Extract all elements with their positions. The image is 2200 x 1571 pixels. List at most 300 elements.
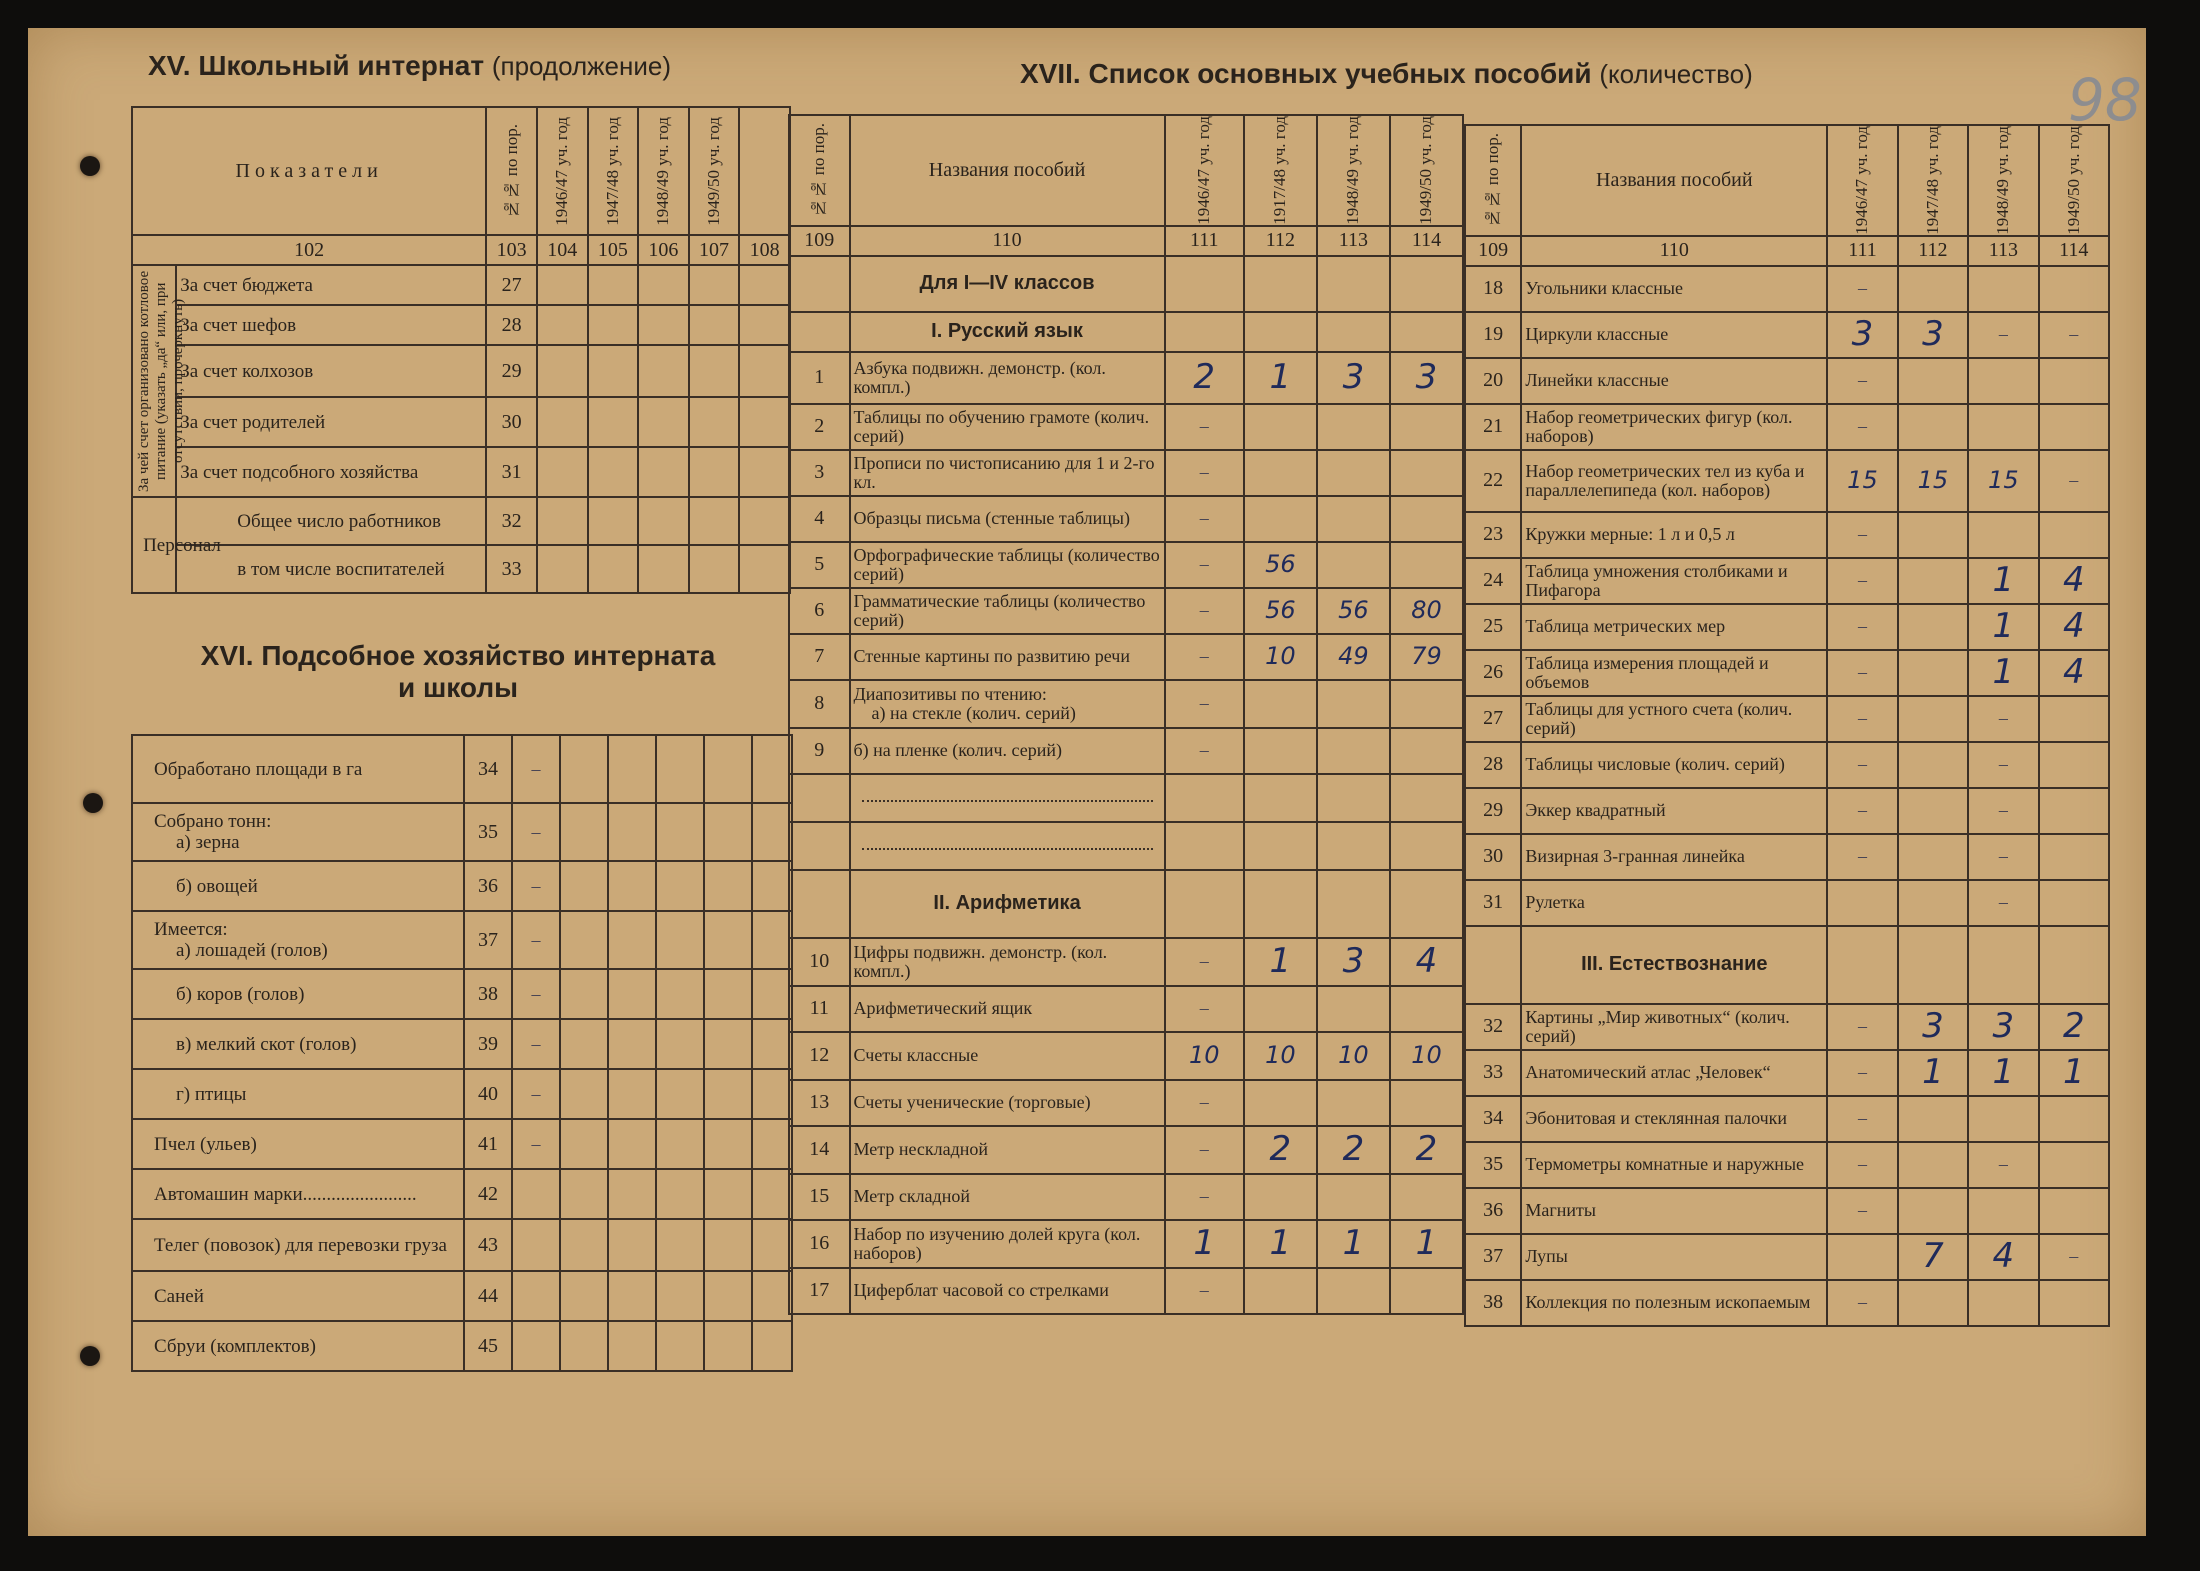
value-cell [1244, 496, 1317, 542]
header-indicators: Показатели [132, 107, 486, 235]
table-teaching-aids-right [1464, 124, 2110, 1327]
value-cell [560, 735, 608, 803]
value-cell: 49 [1317, 634, 1390, 680]
subsection-heading: Для I—IV классов [850, 256, 1165, 312]
row-number: 21 [1465, 404, 1521, 450]
value-cell [608, 911, 656, 969]
value-cell: – [1968, 742, 2038, 788]
value-cell: 2 [1390, 1126, 1463, 1174]
aid-name: Метр складной [850, 1174, 1165, 1220]
value-cell: – [1827, 696, 1897, 742]
section-17-title [1020, 58, 1753, 90]
table-row [789, 728, 1463, 774]
aid-name: Орфографические таблицы (количество серий) [850, 542, 1165, 588]
value-cell [752, 1069, 792, 1119]
column-number: 110 [1521, 236, 1827, 266]
value-cell [1968, 512, 2038, 558]
value-cell [560, 1119, 608, 1169]
column-number: 114 [1390, 226, 1463, 256]
blank-number [789, 256, 850, 312]
value-cell [608, 735, 656, 803]
header-row-number: №№ по пор. [486, 107, 537, 235]
value-cell [1898, 696, 1968, 742]
aid-name: Образцы письма (стенные таблицы) [850, 496, 1165, 542]
value-cell [1898, 650, 1968, 696]
table-row [1465, 1142, 2109, 1188]
column-number: 109 [1465, 236, 1521, 266]
header-year: 1946/47 уч. год [1827, 125, 1897, 236]
column-number: 111 [1827, 236, 1897, 266]
column-number: 114 [2039, 236, 2109, 266]
header-aid-name: Названия пособий [850, 115, 1165, 226]
value-cell [2039, 358, 2109, 404]
value-cell: 1 [1165, 1220, 1244, 1268]
subsection-heading: II. Арифметика [850, 870, 1165, 938]
subsection-heading: III. Естествознание [1521, 926, 1827, 1004]
row-number: 26 [1465, 650, 1521, 696]
table-row [1465, 880, 2109, 926]
value-cell [608, 1169, 656, 1219]
table-row [1465, 450, 2109, 512]
dotted-fill-line [862, 794, 1153, 802]
row-number: 11 [789, 986, 850, 1032]
header-aid-name: Названия пособий [1521, 125, 1827, 236]
value-cell [608, 1019, 656, 1069]
value-cell: – [1968, 1142, 2038, 1188]
table-row [789, 588, 1463, 634]
row-label: Собрано тонн: а) зерна [132, 803, 464, 861]
table-teaching-aids-left [788, 114, 1464, 1315]
value-cell: – [1827, 358, 1897, 404]
value-cell: 15 [1898, 450, 1968, 512]
value-cell [704, 1321, 752, 1371]
value-cell: – [1165, 1126, 1244, 1174]
value-cell [512, 1169, 560, 1219]
value-cell [656, 1219, 704, 1271]
value-cell [1317, 1174, 1390, 1220]
row-number: 34 [1465, 1096, 1521, 1142]
value-cell: 3 [1968, 1004, 2038, 1050]
group-label-meals: За чей счет организовано котловое питание (указать „да“ или, при отсутствии, прочеркнуть) [132, 265, 176, 497]
aid-name: Эбонитовая и стеклянная палочки [1521, 1096, 1827, 1142]
value-cell [752, 735, 792, 803]
header-year: 1949/50 уч. год [1390, 115, 1463, 226]
row-number: 20 [1465, 358, 1521, 404]
value-cell [1390, 680, 1463, 728]
row-label: в) мелкий скот (голов) [132, 1019, 464, 1069]
value-cell: – [1165, 496, 1244, 542]
dotted-fill-line [862, 842, 1153, 850]
value-cell [1968, 358, 2038, 404]
row-number: 30 [486, 397, 537, 447]
value-cell: – [1165, 680, 1244, 728]
value-cell [752, 1321, 792, 1371]
aid-name: Таблица умножения столбиками и Пифагора [1521, 558, 1827, 604]
aid-name: Набор геометрических тел из куба и параллелепипеда (кол. наборов) [1521, 450, 1827, 512]
table-row [1465, 1004, 2109, 1050]
value-cell [1244, 986, 1317, 1032]
column-number: 107 [689, 235, 740, 265]
aid-name: Грамматические таблицы (количество серий) [850, 588, 1165, 634]
row-number: 33 [1465, 1050, 1521, 1096]
value-cell: – [1968, 834, 2038, 880]
row-number: 36 [464, 861, 512, 911]
value-cell: – [1827, 1096, 1897, 1142]
value-cell [1317, 1080, 1390, 1126]
table-row [789, 634, 1463, 680]
value-cell: 4 [2039, 604, 2109, 650]
value-cell [656, 1321, 704, 1371]
value-cell [512, 1271, 560, 1321]
blank-number [789, 312, 850, 352]
table-row [1465, 650, 2109, 696]
value-cell: – [1165, 588, 1244, 634]
value-cell: – [512, 1019, 560, 1069]
aid-name: Картины „Мир животных“ (колич. серий) [1521, 1004, 1827, 1050]
value-cell [560, 1069, 608, 1119]
value-cell: – [1165, 634, 1244, 680]
value-cell [656, 911, 704, 969]
value-cell: 1 [1244, 352, 1317, 404]
row-number: 28 [1465, 742, 1521, 788]
row-number: 23 [1465, 512, 1521, 558]
table-row [789, 1268, 1463, 1314]
row-number: 37 [464, 911, 512, 969]
header-year: 1946/47 уч. год [1165, 115, 1244, 226]
row-number: 29 [1465, 788, 1521, 834]
row-number: 9 [789, 728, 850, 774]
header-year: 1948/49 уч. год [1968, 125, 2038, 236]
column-number: 108 [739, 235, 790, 265]
value-cell: 1 [1244, 938, 1317, 986]
section-17-title-note: (количество) [1599, 59, 1753, 89]
value-cell [752, 1119, 792, 1169]
value-cell [656, 1169, 704, 1219]
value-cell: 10 [1244, 634, 1317, 680]
value-cell [1244, 1268, 1317, 1314]
table-row [132, 1271, 792, 1321]
value-cell [1244, 680, 1317, 728]
value-cell: 1 [2039, 1050, 2109, 1096]
row-number: 40 [464, 1069, 512, 1119]
aid-name: Азбука подвижн. демонстр. (кол. компл.) [850, 352, 1165, 404]
value-cell: 2 [2039, 1004, 2109, 1050]
value-cell [1968, 1096, 2038, 1142]
aid-name: Стенные картины по развитию речи [850, 634, 1165, 680]
row-number: 22 [1465, 450, 1521, 512]
value-cell: – [1827, 512, 1897, 558]
value-cell: – [1165, 450, 1244, 496]
value-cell [1244, 404, 1317, 450]
value-cell [2039, 404, 2109, 450]
value-cell [1827, 1234, 1897, 1280]
row-number: 41 [464, 1119, 512, 1169]
row-number: 31 [1465, 880, 1521, 926]
row-label: Автомашин марки........................ [132, 1169, 464, 1219]
table-row [789, 1220, 1463, 1268]
table-row [789, 680, 1463, 728]
table-row [132, 969, 792, 1019]
row-number: 29 [486, 345, 537, 397]
value-cell [512, 1219, 560, 1271]
value-cell: 80 [1390, 588, 1463, 634]
value-cell [1390, 450, 1463, 496]
value-cell: – [1968, 880, 2038, 926]
row-label: б) овощей [132, 861, 464, 911]
table-row [1465, 558, 2109, 604]
aid-name: Набор геометрических фигур (кол. наборов) [1521, 404, 1827, 450]
table-row [1465, 266, 2109, 312]
table-row [1465, 1096, 2109, 1142]
value-cell: 1 [1968, 604, 2038, 650]
value-cell [704, 803, 752, 861]
value-cell [608, 1119, 656, 1169]
value-cell [1317, 404, 1390, 450]
row-number: 35 [1465, 1142, 1521, 1188]
table-row [132, 735, 792, 803]
value-cell [1244, 1080, 1317, 1126]
row-number: 33 [486, 545, 537, 593]
row-label: Обработано площади в га [132, 735, 464, 803]
value-cell: 4 [2039, 650, 2109, 696]
aid-name: Цифры подвижн. демонстр. (кол. компл.) [850, 938, 1165, 986]
value-cell: – [2039, 312, 2109, 358]
value-cell [2039, 1188, 2109, 1234]
value-cell [752, 969, 792, 1019]
value-cell: 1 [1968, 1050, 2038, 1096]
column-number: 103 [486, 235, 537, 265]
value-cell [560, 969, 608, 1019]
row-number: 13 [789, 1080, 850, 1126]
value-cell [1898, 880, 1968, 926]
header-year: 1946/47 уч. год [537, 107, 588, 235]
table-row [1465, 512, 2109, 558]
row-number: 19 [1465, 312, 1521, 358]
table-row [132, 911, 792, 969]
aid-name: Таблица метрических мер [1521, 604, 1827, 650]
value-cell: 1 [1968, 558, 2038, 604]
value-cell: – [1165, 728, 1244, 774]
value-cell: – [512, 803, 560, 861]
table-row [132, 1119, 792, 1169]
value-cell [1317, 728, 1390, 774]
row-label: За счет бюджета [176, 265, 486, 305]
value-cell [1317, 450, 1390, 496]
value-cell [1390, 728, 1463, 774]
value-cell [1827, 880, 1897, 926]
value-cell [656, 969, 704, 1019]
value-cell: 4 [2039, 558, 2109, 604]
value-cell: – [2039, 450, 2109, 512]
value-cell: – [1827, 1188, 1897, 1234]
value-cell: 3 [1317, 938, 1390, 986]
value-cell: – [1827, 404, 1897, 450]
aid-name: Таблицы числовые (колич. серий) [1521, 742, 1827, 788]
row-number: 17 [789, 1268, 850, 1314]
blank-number [789, 870, 850, 938]
value-cell [656, 861, 704, 911]
value-cell: 1 [1968, 650, 2038, 696]
aid-name: б) на пленке (колич. серий) [850, 728, 1165, 774]
value-cell: 15 [1968, 450, 2038, 512]
table-row [1465, 404, 2109, 450]
column-number: 110 [850, 226, 1165, 256]
value-cell [1898, 788, 1968, 834]
aid-name: Счеты ученические (торговые) [850, 1080, 1165, 1126]
table-row [132, 1169, 792, 1219]
value-cell: – [1165, 1174, 1244, 1220]
value-cell [704, 1069, 752, 1119]
column-number: 112 [1898, 236, 1968, 266]
row-number: 5 [789, 542, 850, 588]
table-row [132, 1069, 792, 1119]
value-cell: – [1827, 788, 1897, 834]
page-number: 98 [2068, 66, 2142, 134]
header-blank [739, 107, 790, 235]
value-cell: – [512, 1119, 560, 1169]
aid-name: Диапозитивы по чтению: а) на стекле (колич. серий) [850, 680, 1165, 728]
value-cell [1898, 834, 1968, 880]
table-row [789, 450, 1463, 496]
value-cell: 56 [1244, 542, 1317, 588]
value-cell [1317, 496, 1390, 542]
aid-name: Набор по изучению долей круга (кол. наборов) [850, 1220, 1165, 1268]
value-cell [560, 1271, 608, 1321]
value-cell [1317, 680, 1390, 728]
table-row [789, 986, 1463, 1032]
table-row [789, 1126, 1463, 1174]
row-label: За счет колхозов [176, 345, 486, 397]
value-cell [704, 1119, 752, 1169]
value-cell [752, 1169, 792, 1219]
value-cell [2039, 880, 2109, 926]
aid-name: Коллекция по полезным ископаемым [1521, 1280, 1827, 1326]
row-number: 4 [789, 496, 850, 542]
value-cell [1390, 404, 1463, 450]
value-cell: 3 [1898, 312, 1968, 358]
value-cell [704, 911, 752, 969]
section-15-title [148, 50, 671, 82]
value-cell [752, 1219, 792, 1271]
value-cell [1244, 1174, 1317, 1220]
value-cell [1968, 1280, 2038, 1326]
aid-name: Анатомический атлас „Человек“ [1521, 1050, 1827, 1096]
value-cell: – [1827, 1280, 1897, 1326]
table-row [789, 1080, 1463, 1126]
blank-number [1465, 926, 1521, 1004]
value-cell [1317, 986, 1390, 1032]
value-cell: – [1165, 986, 1244, 1032]
column-number: 102 [132, 235, 486, 265]
value-cell [1244, 728, 1317, 774]
value-cell: 1 [1244, 1220, 1317, 1268]
value-cell [560, 1019, 608, 1069]
value-cell [608, 1219, 656, 1271]
row-number: 42 [464, 1169, 512, 1219]
aid-name: Магниты [1521, 1188, 1827, 1234]
value-cell [656, 803, 704, 861]
value-cell: – [1827, 604, 1897, 650]
value-cell [752, 861, 792, 911]
aid-name: Таблица измерения площадей и объемов [1521, 650, 1827, 696]
value-cell: 10 [1244, 1032, 1317, 1080]
aid-name: Таблицы для устного счета (колич. серий) [1521, 696, 1827, 742]
value-cell: 79 [1390, 634, 1463, 680]
value-cell [2039, 1280, 2109, 1326]
value-cell [656, 1019, 704, 1069]
value-cell [512, 1321, 560, 1371]
value-cell [2039, 1142, 2109, 1188]
value-cell: 7 [1898, 1234, 1968, 1280]
value-cell: – [1968, 312, 2038, 358]
value-cell: – [512, 969, 560, 1019]
value-cell [2039, 1096, 2109, 1142]
value-cell [1317, 542, 1390, 588]
table-row [1465, 788, 2109, 834]
value-cell [1898, 1188, 1968, 1234]
aid-name: Лупы [1521, 1234, 1827, 1280]
row-number: 39 [464, 1019, 512, 1069]
value-cell [560, 911, 608, 969]
value-cell: 10 [1390, 1032, 1463, 1080]
row-label: Сбруи (комплектов) [132, 1321, 464, 1371]
column-number: 113 [1317, 226, 1390, 256]
table-row [1465, 742, 2109, 788]
value-cell: – [1827, 1004, 1897, 1050]
column-number: 112 [1244, 226, 1317, 256]
value-cell: – [1165, 938, 1244, 986]
table-row [789, 1174, 1463, 1220]
table-row [132, 803, 792, 861]
table-row [789, 1032, 1463, 1080]
aid-name: Рулетка [1521, 880, 1827, 926]
section-16-title-line1: XVI. Подсобное хозяйство интерната [200, 640, 716, 671]
value-cell [560, 1321, 608, 1371]
value-cell [2039, 696, 2109, 742]
value-cell [608, 861, 656, 911]
value-cell [1898, 512, 1968, 558]
value-cell [704, 969, 752, 1019]
row-number: 31 [486, 447, 537, 497]
row-number: 45 [464, 1321, 512, 1371]
value-cell [1968, 266, 2038, 312]
document-sheet [28, 28, 2146, 1536]
aid-name: Счеты классные [850, 1032, 1165, 1080]
value-cell [1898, 1096, 1968, 1142]
value-cell [752, 803, 792, 861]
row-number: 32 [486, 497, 537, 545]
value-cell: 3 [1827, 312, 1897, 358]
column-number: 105 [588, 235, 639, 265]
header-year: 1949/50 уч. год [689, 107, 740, 235]
aid-name: Угольники классные [1521, 266, 1827, 312]
value-cell: – [1165, 1268, 1244, 1314]
value-cell [1390, 986, 1463, 1032]
value-cell [1898, 604, 1968, 650]
row-number: 38 [1465, 1280, 1521, 1326]
value-cell [704, 861, 752, 911]
group-label-staff: Персонал [132, 497, 176, 593]
value-cell [560, 1169, 608, 1219]
column-number: 104 [537, 235, 588, 265]
column-number: 106 [638, 235, 689, 265]
row-number: 10 [789, 938, 850, 986]
value-cell [1898, 558, 1968, 604]
value-cell [560, 803, 608, 861]
value-cell: – [1827, 834, 1897, 880]
aid-name: Термометры комнатные и наружные [1521, 1142, 1827, 1188]
value-cell [1317, 1268, 1390, 1314]
